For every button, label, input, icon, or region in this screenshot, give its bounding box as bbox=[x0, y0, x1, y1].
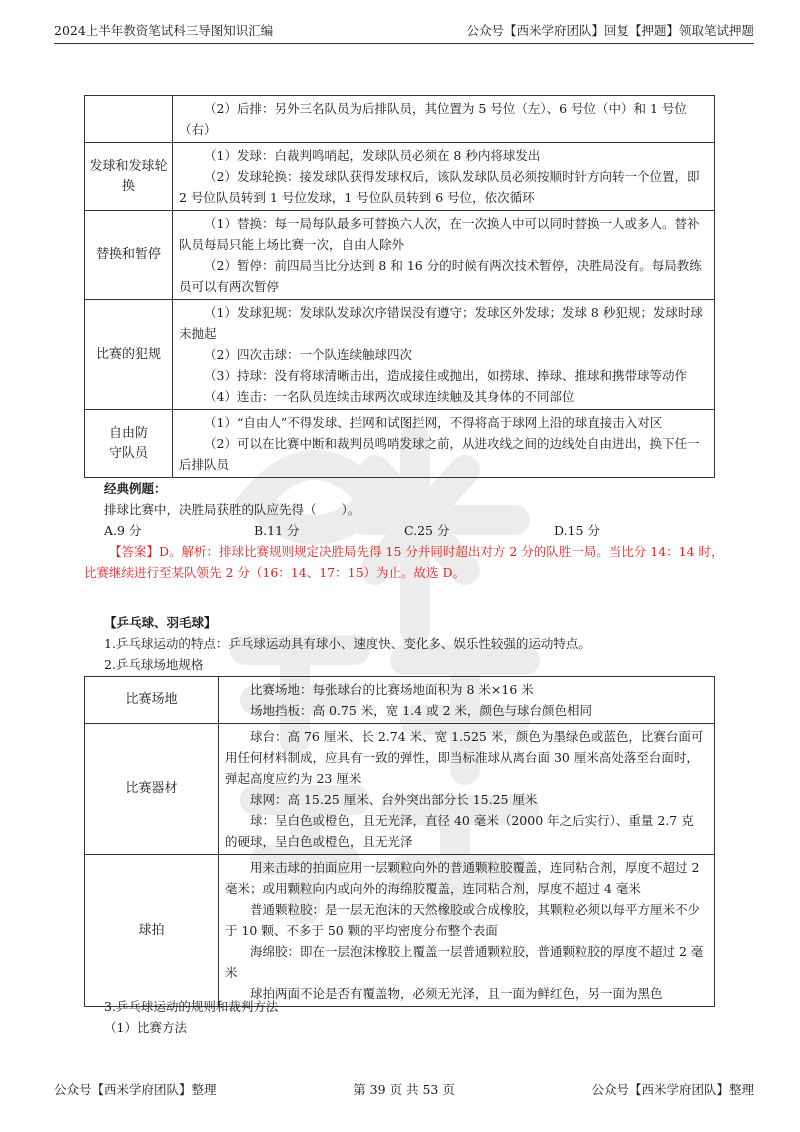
option-a: A.9 分 bbox=[104, 523, 142, 538]
row-text: （2）四次击球：一个队连续触球四次 bbox=[204, 347, 412, 362]
row-text: （1）发球：白裁判鸣哨起，发球队员必须在 8 秒内将球发出 bbox=[204, 148, 541, 163]
row-label: 比赛的犯规 bbox=[85, 300, 173, 410]
row-text: （2）暂停：前四局当比分达到 8 和 16 分的时候有两次技术暂停，决胜局没有。每局教练员可以有两次暂停 bbox=[179, 258, 702, 294]
row-text: 海绵胶：即在一层泡沫橡胶上覆盖一层普通颗粒胶，普通颗粒胶的厚度不超过 2 毫米 bbox=[225, 944, 704, 980]
row-text: （2）发球轮换：接发球队获得发球权后，该队发球队员必须按顺时针方向转一个位置，即 2 号位队员转到 1 号位发球，1 号位队员转到 6 号位，依次循环 bbox=[179, 169, 700, 205]
header-left: 2024上半年教资笔试科三导图知识汇编 bbox=[54, 23, 274, 38]
volleyball-rules-table bbox=[84, 95, 715, 478]
row-text: 普通颗粒胶：是一层无泡沫的天然橡胶或合成橡胶，其颗粒必须以每平方厘米不少于 10 颗、不多于 50 颗的平均密度分布整个表面 bbox=[225, 902, 701, 938]
section-line-4: （1）比赛方法 bbox=[104, 1020, 187, 1035]
table-row bbox=[85, 724, 715, 855]
row-text: （1）发球犯规：发球队发球次序错误没有遵守；发球区外发球；发球 8 秒犯规；发球时球未抛起 bbox=[179, 305, 703, 341]
row-text: （3）持球：没有将球清晰击出，造成接住或抛出，如捞球、捧球、推球和携带球等动作 bbox=[204, 368, 687, 383]
page-number: 第 39 页 共 53 页 bbox=[353, 1082, 455, 1097]
table-row bbox=[85, 677, 715, 724]
row-text: 用来击球的拍面应用一层颗粒向外的普通颗粒胶覆盖，连同粘合剂，厚度不超过 2 毫米；或用颗粒向内或向外的海绵胶覆盖，连同粘合剂，厚度不超过 4 毫米 bbox=[225, 860, 700, 896]
table-tennis-spec-table bbox=[84, 676, 715, 1007]
row-text: （1）“自由人”不得发球、拦网和试图拦网，不得将高于球网上沿的球直接击入对区 bbox=[204, 415, 663, 430]
section-after bbox=[84, 996, 724, 1038]
row-label bbox=[85, 96, 173, 143]
row-text: 球台：高 76 厘米、长 2.74 米、宽 1.525 米，颜色为墨绿色或蓝色，比赛台面可用任何材料制成，应具有一致的弹性，即当标准球从离台面 30 厘米高处落至台面时，弹起高度应约为 23 厘米 bbox=[225, 729, 704, 786]
row-label: 自由防守队员 bbox=[85, 410, 173, 478]
section-line-1: 1.乒乓球运动的特点：乒乓球运动具有球小、速度快、变化多、娱乐性较强的运动特点。 bbox=[104, 636, 591, 651]
example-heading: 经典例题： bbox=[104, 481, 167, 496]
footer-right: 公众号【西米学府团队】整理 bbox=[591, 1082, 754, 1097]
section-line-3: 3.乒乓球运动的规则和裁判方法 bbox=[104, 999, 279, 1014]
row-label: 替换和暂停 bbox=[85, 211, 173, 300]
row-text: （2）可以在比赛中断和裁判员鸣哨发球之前，从进攻线之间的边线处自由进出，换下任一后排队员 bbox=[179, 436, 700, 472]
example-answer: 【答案】D。解析：排球比赛规则规定决胜局先得 15 分并同时超出对方 2 分的队胜一局。当比分 14：14 时，比赛继续进行至某队领先 2 分（16：14、17：15）为止。故选 D。 bbox=[84, 544, 724, 580]
row-label: 发球和发球轮换 bbox=[85, 143, 173, 211]
example-question: 排球比赛中，决胜局获胜的队应先得（ ）。 bbox=[104, 502, 361, 517]
row-text: 场地挡板：高 0.75 米，宽 1.4 或 2 米，颜色与球台颜色相同 bbox=[250, 703, 593, 718]
option-c: C.25 分 bbox=[404, 523, 450, 538]
option-b: B.11 分 bbox=[254, 523, 300, 538]
row-text: 球：呈白色或橙色，且无光泽，直径 40 毫米（2000 年之后实行）、重量 2.7 克的硬球，呈白色或橙色，且无光泽 bbox=[225, 813, 694, 849]
row-label: 比赛器材 bbox=[85, 724, 219, 855]
row-text: （2）后排：另外三名队员为后排队员，其位置为 5 号位（左）、6 号位（中）和 1 号位（右） bbox=[179, 101, 687, 137]
page-footer bbox=[54, 1080, 754, 1098]
section-intro bbox=[84, 612, 724, 675]
table-row bbox=[85, 300, 715, 410]
option-d: D.15 分 bbox=[554, 523, 600, 538]
footer-left: 公众号【西米学府团队】整理 bbox=[54, 1082, 217, 1097]
table-row bbox=[85, 855, 715, 1007]
row-text: （4）连击：一名队员连续击球两次或球连续触及其身体的不同部位 bbox=[204, 389, 575, 404]
row-label: 比赛场地 bbox=[85, 677, 219, 724]
example-block bbox=[84, 478, 724, 583]
row-text: 球拍两面不论是否有覆盖物，必须无光泽，且一面为鲜红色，另一面为黑色 bbox=[250, 986, 663, 1001]
example-options bbox=[84, 520, 724, 541]
section-title: 【乒乓球、羽毛球】 bbox=[104, 615, 217, 630]
row-label: 球拍 bbox=[85, 855, 219, 1007]
page-header bbox=[54, 20, 754, 44]
row-text: 比赛场地：每张球台的比赛场地面积为 8 米×16 米 bbox=[250, 682, 534, 697]
row-text: （1）替换：每一局每队最多可替换六人次，在一次换人中可以同时替换一人或多人。替补队员每局只能上场比赛一次，自由人除外 bbox=[179, 216, 700, 252]
row-text: 球网：高 15.25 厘米、台外突出部分长 15.25 厘米 bbox=[250, 792, 538, 807]
header-right: 公众号【西米学府团队】回复【押题】领取笔试押题 bbox=[466, 23, 754, 38]
table-row bbox=[85, 211, 715, 300]
table-row bbox=[85, 143, 715, 211]
table-row bbox=[85, 96, 715, 143]
section-line-2: 2.乒乓球场地规格 bbox=[104, 657, 204, 672]
table-row bbox=[85, 410, 715, 478]
